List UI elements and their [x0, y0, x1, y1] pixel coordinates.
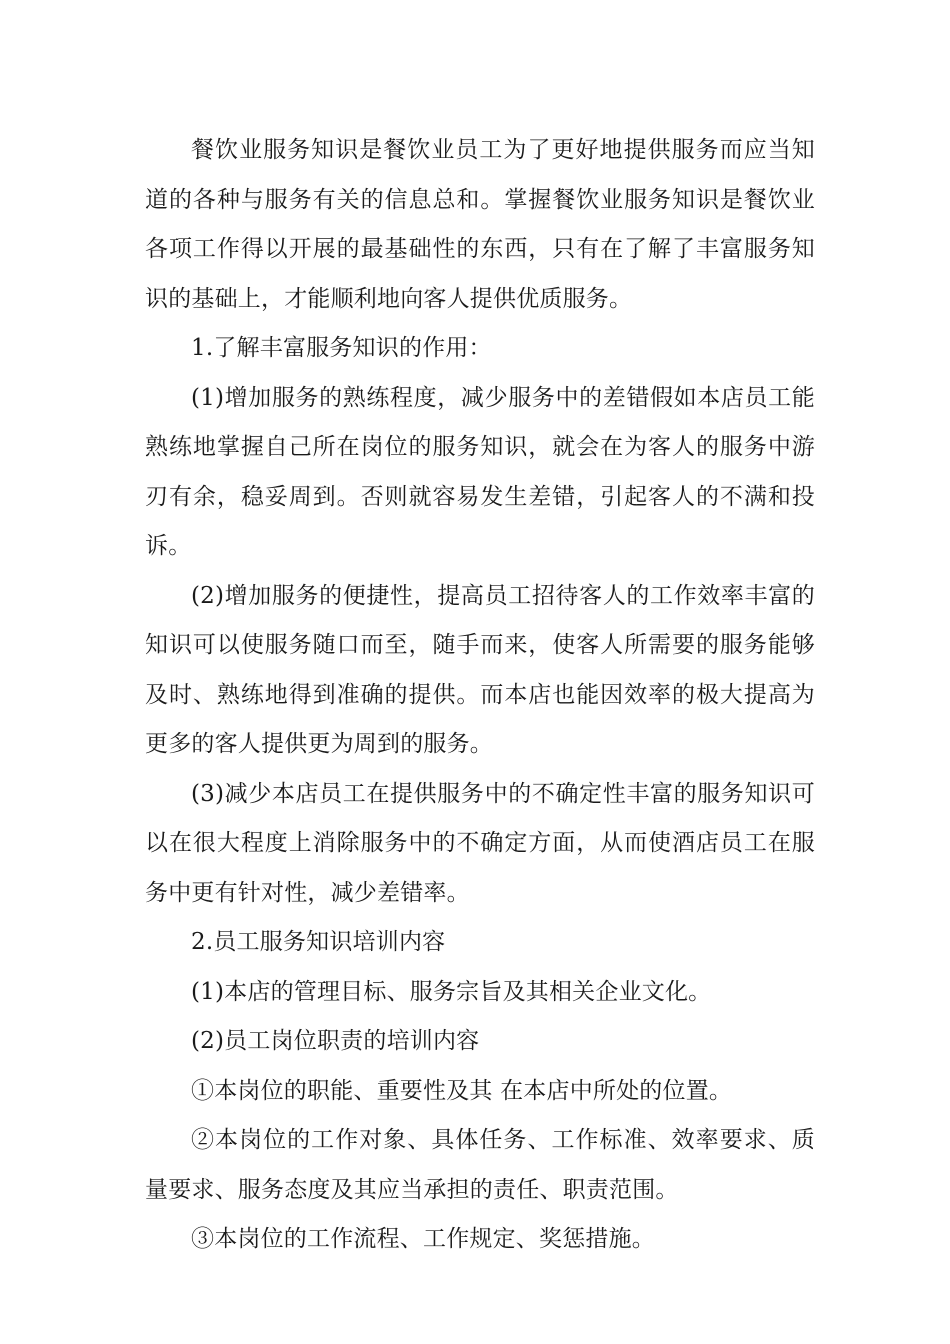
intro-paragraph: 餐饮业服务知识是餐饮业员工为了更好地提供服务而应当知道的各种与服务有关的信息总和。掌握餐饮业服务知识是餐饮业各项工作得以开展的最基础性的东西，只有在了解了丰富服务知识的基础上，才能顺利地向客人提供优质服务。 — [145, 137, 815, 312]
sub-item-2: ②本岗位的工作对象、具体任务、工作标准、效率要求、质量要求、服务态度及其应当承担的责任、职责范围。 — [145, 1127, 815, 1203]
list-item-2-2: (2)员工岗位职责的培训内容 — [191, 1028, 480, 1054]
list-item-2-1: (1)本店的管理目标、服务宗旨及其相关企业文化。 — [191, 978, 712, 1005]
document-body — [145, 126, 815, 1265]
list-item-1-2: (2)增加服务的便捷性，提高员工招待客人的工作效率丰富的知识可以使服务随口而至，随手而来，使客人所需要的服务能够及时、熟练地得到准确的提供。而本店也能因效率的极大提高为更多的客人提供更为周到的服务。 — [145, 582, 815, 757]
list-item-1-1: (1)增加服务的熟练程度，减少服务中的差错假如本店员工能熟练地掌握自己所在岗位的服务知识，就会在为客人的服务中游刃有余，稳妥周到。否则就容易发生差错，引起客人的不满和投诉。 — [145, 384, 815, 559]
section-heading-1: 1.了解丰富服务知识的作用： — [191, 335, 492, 361]
section-heading-2: 2.员工服务知识培训内容 — [191, 929, 446, 955]
list-item-1-3: (3)减少本店员工在提供服务中的不确定性丰富的服务知识可以在很大程度上消除服务中的不确定方面，从而使酒店员工在服务中更有针对性，减少差错率。 — [145, 780, 815, 906]
sub-item-3: ③本岗位的工作流程、工作规定、奖惩措施。 — [191, 1226, 655, 1252]
sub-item-1: ①本岗位的职能、重要性及其 在本店中所处的位置。 — [191, 1077, 733, 1104]
